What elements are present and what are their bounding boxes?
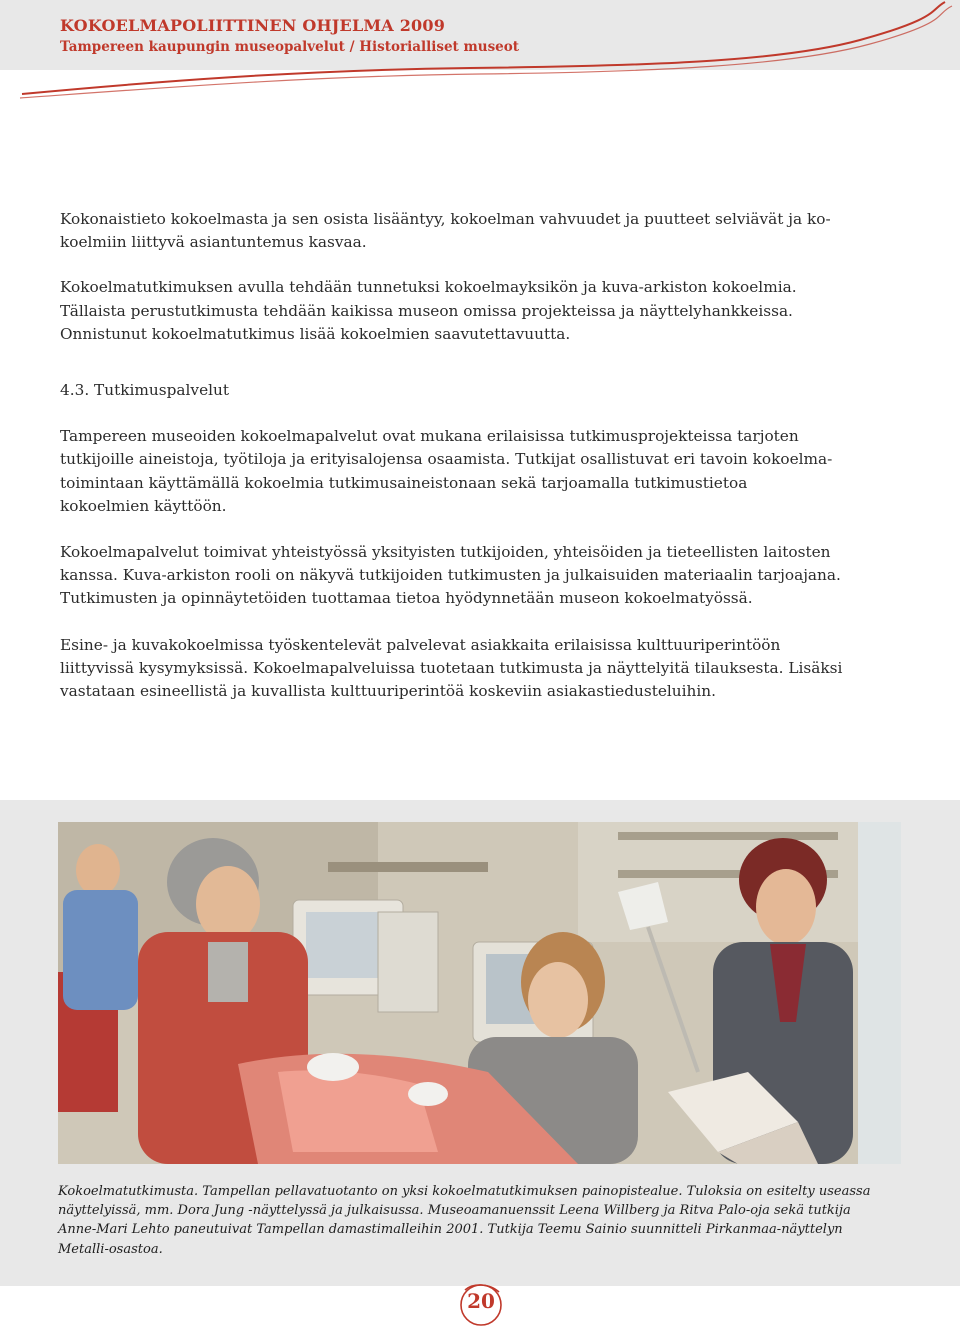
text-line: Kokoelmapalvelut toimivat yhteistyössä yksityisten tutkijoiden, yhteisöiden ja tieteellisten laitosten — [60, 543, 831, 562]
paragraph-1 — [60, 208, 905, 254]
text-line: Kokoelmatutkimuksen avulla tehdään tunnetuksi kokoelmayksikön ja kuva-arkiston kokoelmia. — [60, 278, 797, 297]
text-line: Esine- ja kuvakokoelmissa työskentelevät palvelevat asiakkaita erilaisissa kulttuuriperintöön — [60, 635, 781, 654]
caption-line: Anne-Mari Lehto paneutuivat Tampellan damastimalleihin 2001. Tutkija Teemu Sainio suunnitteli Pirkanmaa-näyttelyn — [58, 1222, 843, 1238]
header-title: KOKOELMAPOLIITTINEN OHJELMA 2009 — [60, 16, 446, 35]
text-line: kokoelmien käyttöön. — [60, 496, 227, 515]
text-line: Kokonaistieto kokoelmasta ja sen osista lisääntyy, kokoelman vahvuudet ja puutteet selviävät ja ko- — [60, 210, 831, 228]
caption-line: näyttelyissä, mm. Dora Jung -näyttelyssä ja julkaisussa. Museoamanuenssit Leena Willberg ja Ritva Palo-oja sekä tutkija — [58, 1203, 851, 1219]
paragraph-3 — [60, 425, 905, 518]
section-heading: 4.3. Tutkimuspalvelut — [60, 381, 230, 400]
paragraph-4 — [60, 541, 905, 611]
header-swoosh-decoration — [0, 0, 960, 110]
text-line: liittyvissä kysymyksissä. Kokoelmapalveluissa tuotetaan tutkimusta ja näyttelyitä tilauksesta. Lisäksi — [60, 658, 843, 677]
text-line: koelmiin liittyvä asiantuntemus kasvaa. — [60, 233, 367, 252]
text-line: Onnistunut kokoelmatutkimus lisää kokoelmien saavutettavuutta. — [60, 324, 571, 343]
text-line: toimintaan käyttämällä kokoelmia tutkimusaineistonaan sekä tarjoamalla tutkimustietoa — [60, 473, 748, 492]
text-line: Tampereen museoiden kokoelmapalvelut ovat mukana erilaisissa tutkimusprojekteissa tarjoten — [60, 427, 799, 446]
text-line: kanssa. Kuva-arkiston rooli on näkyvä tutkijoiden tutkimusten ja julkaisuiden materiaalin tarjoajana. — [60, 566, 841, 585]
main-text — [60, 208, 905, 703]
header-subtitle: Tampereen kaupungin museopalvelut / Historialliset museot — [60, 39, 519, 55]
photo-caption — [58, 1182, 888, 1259]
paragraph-2 — [60, 276, 905, 346]
caption-line: Kokoelmatutkimusta. Tampellan pellavatuotanto on yksi kokoelmatutkimuksen painopistealue. Tuloksia on esitelty useassa — [58, 1184, 871, 1199]
text-line: tutkijoille aineistoja, työtiloja ja erityisalojensa osaamista. Tutkijat osallistuvat eri tavoin kokoelma- — [60, 450, 833, 469]
caption-line: Metalli-osastoa. — [58, 1241, 163, 1257]
page-number: 20 — [467, 1289, 495, 1313]
research-photo — [58, 822, 901, 1164]
paragraph-5 — [60, 634, 905, 704]
text-line: Tutkimusten ja opinnäytetöiden tuottamaa tietoa hyödynnetään museon kokoelmatyössä. — [60, 589, 753, 608]
text-line: vastataan esineellistä ja kuvallista kulttuuriperintöä koskeviin asiakastiedusteluihin. — [60, 682, 717, 701]
text-line: Tällaista perustutkimusta tehdään kaikissa museon omissa projekteissa ja näyttelyhankkeissa. — [60, 301, 793, 320]
